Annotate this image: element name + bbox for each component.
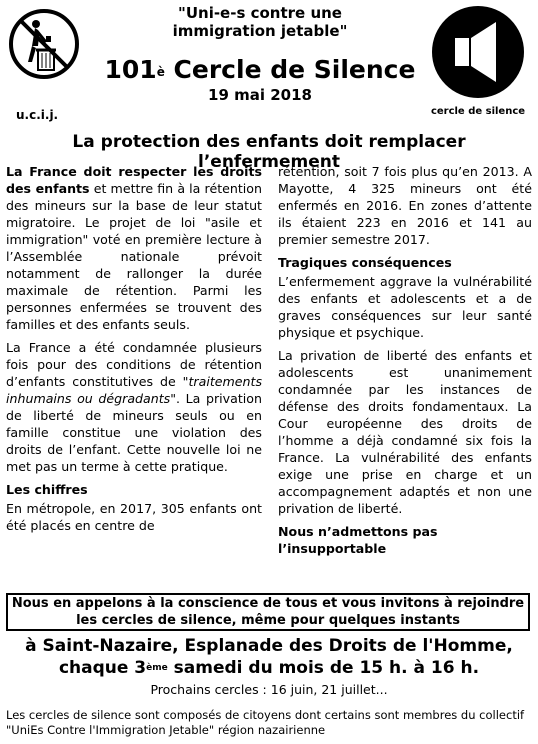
slogan [90,4,430,40]
paragraph: La privation de liberté des enfants et adolescents est unanimement condamnée par les instances de défense des droits fondamentaux. La Cour européenne des droits de l’homme a déjà condamné six fois la France. La vulnérabilité des enfants exige une prise en charge et un accompagnement adaptés et non une privation de liberté. [278,348,532,516]
paragraph-text: La France a été condamnée plusieurs fois pour des conditions de rétention d’enfants constitutives de " [6,340,262,389]
location-line-2 [0,657,538,679]
title-ordinal: è [156,65,165,79]
ucij-logo [8,6,80,90]
paragraph-text: ". La privation de liberté de mineurs seuls ou en famille constitue une violation des droits de l’enfant. Cette nouvelle loi ne met pas un terme à cette pratique. [6,391,262,474]
paragraph [6,339,262,475]
event-date: 19 mai 2018 [208,86,312,104]
right-column [278,163,532,559]
paragraph: L’enfermement aggrave la vulnérabilité des enfants et adolescents et a de graves conséquences sur leur santé physique et psychique. [278,274,532,340]
slogan-line-1: "Uni-e-s contre une [178,4,342,22]
paragraph: En métropole, en 2017, 305 enfants ont été placés en centre de [6,501,262,533]
left-column [6,163,262,540]
callout-line-2: les cercles de silence, même pour quelques instants [76,613,460,628]
page-title [90,56,430,84]
paragraph-text: et mettre fin à la rétention des mineurs sur la base de leur statut migratoire. Le projet de loi "asile et immigration" voté en première lecture à l’Assemblée nationale prévoit notamment de rallonger la durée maximale de rétention. Parmi les personnes enfermées se trouvent des familles et des enfants seuls. [6,181,262,332]
slogan-line-2: immigration jetable" [172,22,348,40]
no-litter-icon [8,6,80,90]
paragraph: rétention, soit 7 fois plus qu’en 2013. A Mayotte, 4 325 mineurs ont été enfermés en 2016. En zones d’attente ils étaient 223 en 2016 et 141 au premier semestre 2017. [278,164,532,247]
location-line-1: à Saint-Nazaire, Esplanade des Droits de l'Homme, [25,636,513,656]
org-acronym: u.c.i.j. [16,108,59,122]
cercle-de-silence-logo [426,4,530,117]
headline: La protection des enfants doit remplacer l’enfermement [72,132,466,172]
speaker-icon [430,4,526,100]
subheading: Nous n’admettons pas l’insupportable [278,524,438,556]
callout-line-1: Nous en appelons à la conscience de tous et vous invitons à rejoindre [11,596,525,611]
ordinal: ème [146,663,168,673]
footer-note: Les cercles de silence sont composés de citoyens dont certains sont membres du collectif "UniEs Contre l'Immigration Jetable" région nazairienne [6,708,525,737]
call-to-action-box [6,593,530,631]
logo-caption: cercle de silence [430,106,526,117]
title-text: Cercle de Silence [164,55,416,84]
quote-emphasis: traitements inhumains ou dégradants [6,374,262,406]
schedule-text: chaque 3 [58,658,147,678]
bold-lead: La France doit respecter les droits des enfants [6,164,262,196]
title-number: 101 [104,55,157,84]
next-dates: Prochains cercles : 16 juin, 21 juillet... [150,682,388,697]
schedule-text: samedi du mois de 15 h. à 16 h. [167,658,480,678]
paragraph [6,163,262,333]
location-info [0,635,538,679]
subheading: Les chiffres [6,482,88,497]
subheading: Tragiques conséquences [278,255,452,270]
